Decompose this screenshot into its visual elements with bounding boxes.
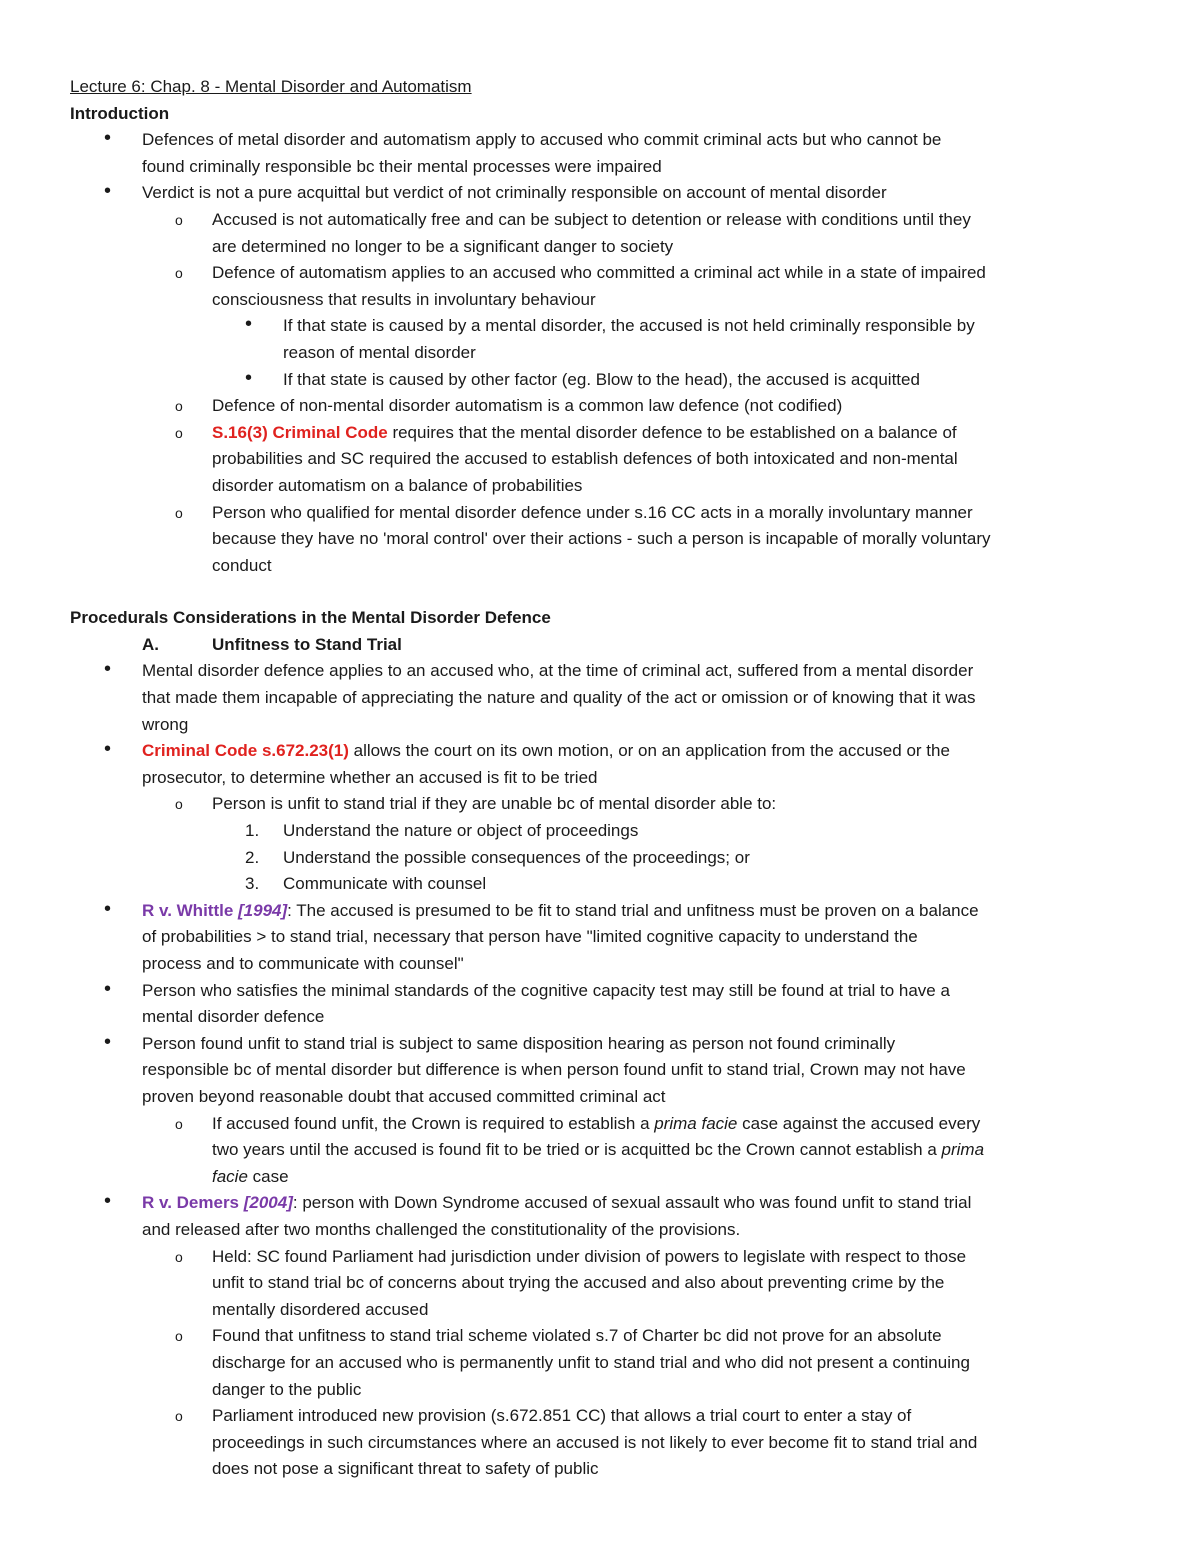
list-item-cont: responsible bc of mental disorder but difference is when person found unfit to stand trial, Crown may not have bbox=[142, 1060, 966, 1080]
sub-item-cont: are determined no longer to be a significant danger to society bbox=[212, 236, 674, 256]
list-item-cont: found criminally responsible bc their mental processes were impaired bbox=[142, 156, 662, 176]
circle-bullet-icon: o bbox=[175, 398, 183, 415]
bullet-icon: • bbox=[104, 977, 112, 1000]
bullet-icon: • bbox=[104, 127, 112, 150]
sub-item: o Found that unfitness to stand trial scheme violated s.7 of Charter bc did not prove for an absolute bbox=[70, 1323, 1140, 1350]
sub-sub-item-cont: reason of mental disorder bbox=[283, 342, 476, 362]
circle-bullet-icon: o bbox=[175, 1248, 183, 1265]
list-item-cont: mental disorder defence bbox=[142, 1007, 325, 1027]
lecture-notes bbox=[70, 74, 1140, 1483]
numbered-item: 2. Understand the possible consequences of the proceedings; or bbox=[70, 845, 1140, 872]
item-number: 1. bbox=[245, 821, 260, 841]
sub-item-cont: facie case bbox=[212, 1166, 289, 1186]
sub-item: o Defence of automatism applies to an accused who committed a criminal act while in a state of impaired bbox=[70, 260, 1140, 287]
sub-item-cont: because they have no 'moral control' over their actions - such a person is incapable of morally voluntary bbox=[212, 529, 991, 549]
circle-bullet-icon: o bbox=[175, 424, 183, 441]
circle-bullet-icon: o bbox=[175, 796, 183, 813]
list-item-cont: wrong bbox=[142, 714, 189, 734]
intro-heading: Introduction bbox=[70, 103, 170, 123]
sub-item-cont: mentally disordered accused bbox=[212, 1299, 429, 1319]
sub-item-cont: probabilities and SC required the accused to establish defences of both intoxicated and non-mental bbox=[212, 449, 958, 469]
sub-sub-item: • If that state is caused by other factor (eg. Blow to the head), the accused is acquitted bbox=[70, 367, 1140, 394]
case-name: R v. Demers bbox=[142, 1193, 244, 1213]
procedural-heading: Procedurals Considerations in the Mental Disorder Defence bbox=[70, 608, 551, 628]
list-item: • Mental disorder defence applies to an accused who, at the time of criminal act, suffered from a mental disorder bbox=[70, 658, 1140, 685]
list-item: • Defences of metal disorder and automatism apply to accused who commit criminal acts but who cannot be bbox=[70, 127, 1140, 154]
case-year: [2004] bbox=[243, 1193, 293, 1213]
sub-item-cont: disorder automatism on a balance of probabilities bbox=[212, 475, 583, 495]
bullet-icon: • bbox=[104, 738, 112, 761]
sub-item: o Person who qualified for mental disorder defence under s.16 CC acts in a morally involuntary manner bbox=[70, 500, 1140, 527]
sub-item: o Parliament introduced new provision (s.672.851 CC) that allows a trial court to enter a stay of bbox=[70, 1403, 1140, 1430]
list-item: • Criminal Code s.672.23(1) allows the court on its own motion, or on an application from the accused or the bbox=[70, 738, 1140, 765]
circle-bullet-icon: o bbox=[175, 504, 183, 521]
sub-item-cont: unfit to stand trial bc of concerns about trying the accused and also about preventing crime by the bbox=[212, 1273, 945, 1293]
sub-item: o Held: SC found Parliament had jurisdiction under division of powers to legislate with respect to those bbox=[70, 1244, 1140, 1271]
list-item: • Verdict is not a pure acquittal but verdict of not criminally responsible on account of mental disorder bbox=[70, 180, 1140, 207]
numbered-item: 3. Communicate with counsel bbox=[70, 871, 1140, 898]
list-item-cont: proven beyond reasonable doubt that accused committed criminal act bbox=[142, 1086, 666, 1106]
circle-bullet-icon: o bbox=[175, 211, 183, 228]
item-number: 2. bbox=[245, 847, 260, 867]
sub-sub-item: • If that state is caused by a mental disorder, the accused is not held criminally responsible by bbox=[70, 313, 1140, 340]
case-year: [1994] bbox=[238, 900, 288, 920]
sub-item-cont: proceedings in such circumstances where an accused is not likely to ever become fit to stand trial and bbox=[212, 1432, 978, 1452]
list-item: • R v. Demers [2004]: person with Down Syndrome accused of sexual assault who was found unfit to stand trial bbox=[70, 1190, 1140, 1217]
case-name: R v. Whittle bbox=[142, 900, 239, 920]
spacer bbox=[70, 579, 1140, 605]
statute-ref: Criminal Code s.672.23(1) bbox=[142, 741, 349, 761]
bullet-icon: • bbox=[104, 180, 112, 203]
sub-item: o Accused is not automatically free and can be subject to detention or release with conditions until they bbox=[70, 207, 1140, 234]
subsection-title: A. Unfitness to Stand Trial bbox=[70, 632, 1140, 659]
circle-bullet-icon: o bbox=[175, 1328, 183, 1345]
circle-bullet-icon: o bbox=[175, 265, 183, 282]
list-item: • Person found unfit to stand trial is subject to same disposition hearing as person not found criminally bbox=[70, 1031, 1140, 1058]
sub-item-cont: danger to the public bbox=[212, 1379, 362, 1399]
sub-item: o S.16(3) Criminal Code requires that the mental disorder defence to be established on a balance of bbox=[70, 420, 1140, 447]
list-item-cont: that made them incapable of appreciating the nature and quality of the act or omission or of knowing that it was bbox=[142, 688, 976, 708]
page-title: Lecture 6: Chap. 8 - Mental Disorder and Automatism bbox=[70, 77, 472, 96]
circle-bullet-icon: o bbox=[175, 1115, 183, 1132]
bullet-icon: • bbox=[104, 1190, 112, 1213]
sub-item-cont: consciousness that results in involuntary behaviour bbox=[212, 289, 596, 309]
item-number: 3. bbox=[245, 874, 260, 894]
bullet-icon: • bbox=[245, 313, 253, 336]
bullet-icon: • bbox=[104, 1030, 112, 1053]
sub-item-cont: discharge for an accused who is permanently unfit to stand trial and who did not present a continuing bbox=[212, 1352, 970, 1372]
list-item-cont: process and to communicate with counsel" bbox=[142, 954, 464, 973]
sub-item: o Defence of non-mental disorder automatism is a common law defence (not codified) bbox=[70, 393, 1140, 420]
circle-bullet-icon: o bbox=[175, 1408, 183, 1425]
subsection-letter: A. bbox=[142, 634, 159, 654]
bullet-icon: • bbox=[104, 897, 112, 920]
sub-item-cont: conduct bbox=[212, 555, 272, 575]
statute-ref: S.16(3) Criminal Code bbox=[212, 422, 388, 442]
sub-item: o If accused found unfit, the Crown is required to establish a prima facie case against the accused every bbox=[70, 1111, 1140, 1138]
list-item: • R v. Whittle [1994]: The accused is presumed to be fit to stand trial and unfitness must be proven on a balance bbox=[70, 898, 1140, 925]
list-item-cont: and released after two months challenged the constitutionality of the provisions. bbox=[142, 1219, 741, 1239]
sub-item: o Person is unfit to stand trial if they are unable bc of mental disorder able to: bbox=[70, 791, 1140, 818]
list-item-cont: of probabilities > to stand trial, necessary that person have "limited cognitive capacity to understand the bbox=[142, 927, 918, 947]
bullet-icon: • bbox=[104, 658, 112, 681]
bullet-icon: • bbox=[245, 366, 253, 389]
list-item-cont: prosecutor, to determine whether an accused is fit to be tried bbox=[142, 767, 598, 787]
sub-item-cont: does not pose a significant threat to safety of public bbox=[212, 1459, 599, 1479]
sub-item-cont: two years until the accused is found fit to be tried or is acquitted bc the Crown cannot establish a prima bbox=[212, 1140, 985, 1160]
numbered-item: 1. Understand the nature or object of proceedings bbox=[70, 818, 1140, 845]
list-item: • Person who satisfies the minimal standards of the cognitive capacity test may still be found at trial to have a bbox=[70, 978, 1140, 1005]
